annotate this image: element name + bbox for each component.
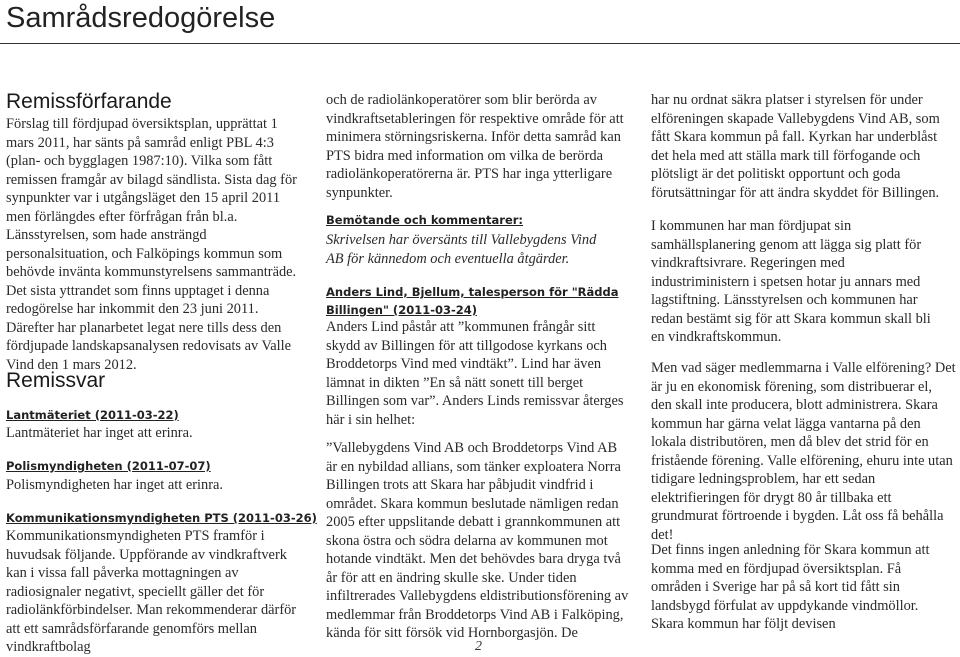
quote-paragraph-3: Men vad säger medlemmarna i Valle elförening? Det är ju en ekonomisk förening, som distribuerar el, den skall inte producera, blott administrera. Skara kommun har gärna velat lägga vantarna på den lokala distributören, men då blev det strid för en fristående förening. Valle elförening, ehuru inte utan tidigare ledningsproblem, har ett sedan elektrifieringen för drygt 80 år tillbaka ett grundmurat förtroende i bygden. Låt oss få behålla det! (651, 360, 956, 543)
title-divider (0, 43, 960, 44)
subheading-pts: Kommunikationsmyndigheten PTS (2011-03-26) (6, 511, 317, 525)
section-heading-remissforfarande: Remissförfarande (6, 90, 172, 113)
subheading-bemotande: Bemötande och kommentarer: (326, 213, 524, 227)
quote-paragraph-4: Det finns ingen anledning för Skara kommun att komma med en fördjupad översiktsplan. Få områden i Sverige har på så kort tid fått sin landsbygd förfulat av uppdykande vindmöllor. Skara kommun har följt devisen (651, 542, 930, 632)
anders-lind-paragraph: Anders Lind påstår att ”kommunen frångår sitt skydd av Billingen för att tillgodose kyrkans och Broddetorps Vind med vindtäkt”. Lind har även lämnat in dikten ”En så nätt sonett till berget Billingen som var”. Anders Linds remissvar återges här i sin helhet: (326, 319, 624, 428)
page-title: Samrådsredogörelse (6, 2, 276, 34)
bemotande-paragraph: Skrivelsen har översänts till Vallebygdens Vind AB för kännedom och eventuella åtgärder. (326, 232, 597, 267)
polismyndigheten-paragraph: Polismyndigheten har inget att erinra. (6, 477, 224, 493)
remissforfarande-paragraph: Förslag till fördjupad översiktsplan, upprättat 1 mars 2011, har sänts på samråd enligt PBL 4:3 (plan- och bygglagen 1987:10). Vilka som fått remissen framgår av bilagd sändlista. Sista dag för synpunkter var i utgångsläget den 15 april 2011 men förlängdes efter förfrågan från bl.a. Länsstyrelsen, som hade ansträngd personalsituation, och Falköpings kommun som behövde invänta kommunstyrelsens sammanträde. Det sista yttrandet som finns upptaget i denna redogörelse har inkommit den 23 juni 2011. Därefter har planarbetet legat nere tills dess den fördjupade landskapsanalysen redovisats av Valle Vind den 1 mars 2012. (6, 116, 297, 373)
pts-continued-paragraph: och de radiolänkoperatörer som blir berörda av vindkraftsetableringen för respektive område för att minimera störningsriskerna. Inför detta samråd kan PTS bidra med information om vilka de berörda radiolänkoperatörerna är. PTS har inga ytterligare synpunkter. (326, 92, 624, 201)
lantmateriet-paragraph: Lantmäteriet har inget att erinra. (6, 425, 193, 441)
quote-paragraph-1: har nu ordnat säkra platser i styrelsen för under elföreningen skapade Vallebygdens Vind AB, som fått Skara kommun på fall. Kyrkan har underblåst det hela med att ställa mark till förfogande och plötsligt är det politiskt opportunt och goda förutsättningar för att ändra skyddet för Billingen. (651, 92, 940, 201)
anders-lind-quote: ”Vallebygdens Vind AB och Broddetorps Vind AB är en nybildad allians, som tänker exploatera Norra Billingen trots att Skara har påbjudit vindfrid i området. Skara kommun beslutade nämligen redan 2005 efter uppslitande debatt i grannkommunen att skona östra och södra delarna av kommunen mot hotande vindtäkt. Men det behövdes bara dryga två år för att en ändring skulle ske. Under tiden infiltrerades Vallebygdens eldistributionsförening av medlemmar från Broddetorps Vind AB i Falköping, kända för sitt försök vid Hornborgasjön. De (326, 440, 629, 641)
subheading-anders-lind: Anders Lind, Bjellum, talesperson för "Rädda Billingen" (2011-03-24) (326, 285, 619, 317)
pts-paragraph: Kommunikationsmyndigheten PTS framför i huvudsak följande. Uppförande av vindkraftverk kan i vissa fall påverka mottagningen av radiosignaler negativt, speciellt gäller det för radiolänkförbindelser. Man rekommenderar därför att ett samrådsförfarande genomförs mellan vindkraftbolag (6, 528, 297, 655)
subheading-lantmateriet: Lantmäteriet (2011-03-22) (6, 408, 179, 422)
subheading-polismyndigheten: Polismyndigheten (2011-07-07) (6, 459, 211, 473)
quote-paragraph-2: I kommunen har man fördjupat sin samhällsplanering genom att lägga sig platt för vindkraftsivrare. Regeringen med industriministern i spetsen hotar ju annars med lagstiftning. Länsstyrelsen och kommunen har redan bestämt sig för att Skara kommun skall bli en vindkraftskommun. (651, 218, 931, 345)
section-heading-remissvar: Remissvar (6, 369, 106, 392)
page-number: 2 (475, 639, 482, 654)
